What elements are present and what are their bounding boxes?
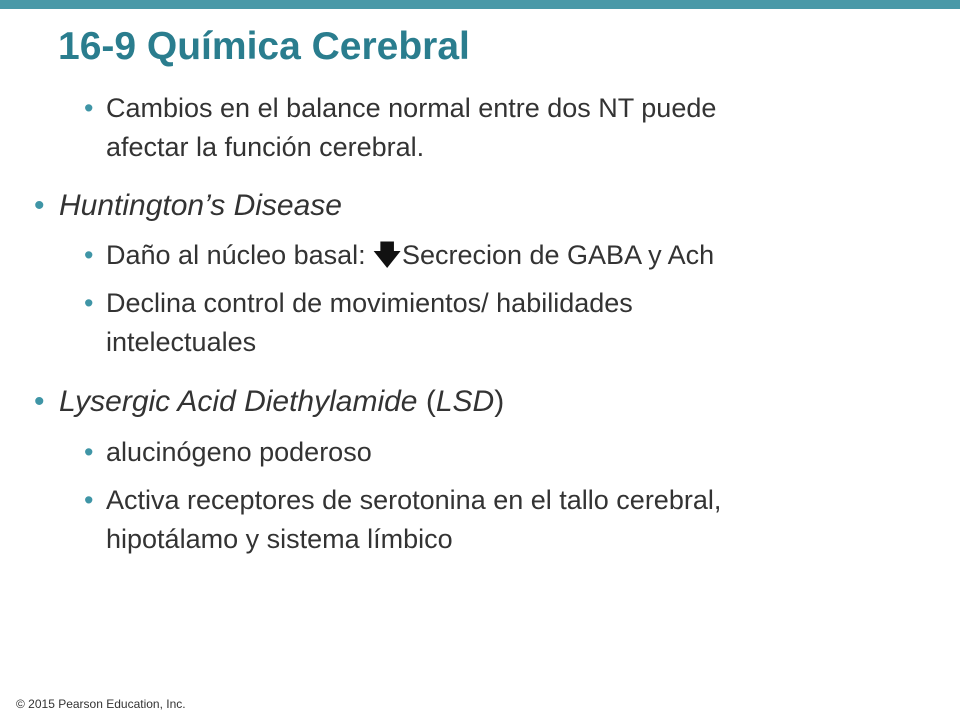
- bullet-text: [106, 284, 633, 362]
- point2-line-1: Declina control de movimientos/ habilidades: [106, 288, 633, 318]
- bullet-text: alucinógeno poderoso: [106, 437, 372, 467]
- huntington-heading: Huntington’s Disease: [59, 189, 342, 222]
- bullet-dot: •: [34, 189, 45, 222]
- intro-line-2: afectar la función cerebral.: [106, 132, 425, 162]
- bullet-dot: •: [84, 288, 94, 318]
- point1-prefix: Daño al núcleo basal:: [106, 240, 374, 270]
- lsd-heading-close: ): [494, 385, 505, 418]
- lsd-heading-abbr: LSD: [435, 385, 495, 418]
- bullet-dot: •: [84, 485, 94, 515]
- bullet-dot: •: [84, 437, 94, 467]
- lsd-heading: [59, 384, 504, 420]
- slide-title: 16-9 Química Cerebral: [58, 25, 470, 68]
- bullet-dot: •: [84, 240, 94, 270]
- bullet-dot: •: [84, 93, 94, 123]
- bullet-text: [106, 89, 716, 167]
- lsd-point2-line-2: hipotálamo y sistema límbico: [106, 524, 453, 554]
- lsd-heading-main: Lysergic Acid Diethylamide: [59, 385, 418, 418]
- bullet-text: [106, 236, 714, 275]
- lsd-heading-open: (: [417, 385, 436, 418]
- bullet-dot: •: [34, 385, 45, 418]
- copyright-notice: © 2015 Pearson Education, Inc.: [16, 697, 186, 711]
- down-arrow-icon: 🡇: [373, 240, 401, 271]
- intro-line-1: Cambios en el balance normal entre dos NT puede: [106, 93, 717, 123]
- point1-suffix: Secrecion de GABA y Ach: [401, 240, 715, 270]
- point2-line-2: intelectuales: [106, 327, 257, 357]
- top-accent-bar: [0, 0, 960, 9]
- bullet-text: [106, 481, 721, 559]
- lsd-point2-line-1: Activa receptores de serotonina en el tallo cerebral,: [106, 485, 722, 515]
